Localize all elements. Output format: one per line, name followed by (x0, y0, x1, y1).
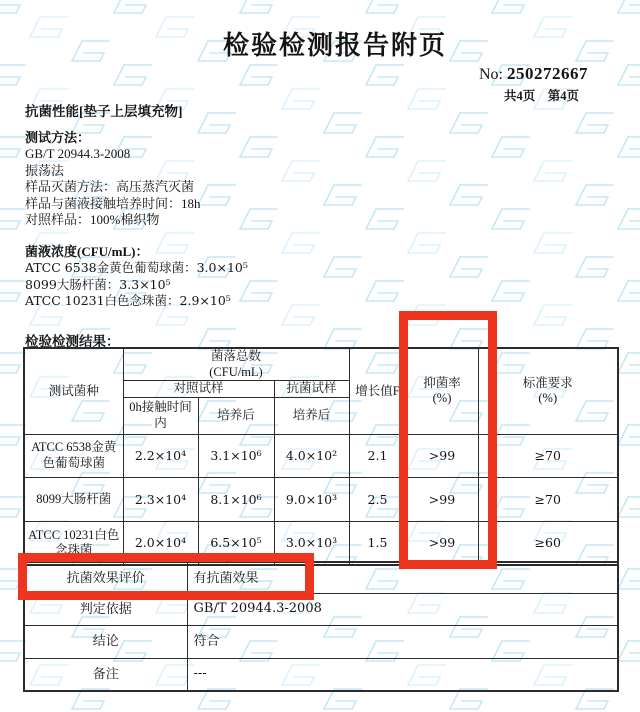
cell-inhibition: >99 (406, 477, 478, 521)
test-method-line: GB/T 20944.3-2008 (25, 146, 131, 162)
cell-species: ATCC 10231白色念珠菌 (24, 521, 123, 565)
page-count: 共4页 第4页 (504, 89, 580, 103)
table-row (24, 658, 618, 691)
table-row (24, 593, 618, 625)
cell-standard: ≥60 (478, 521, 618, 565)
col-header-after-incubation-anti: 培养后 (274, 397, 349, 434)
col-header-species: 测试菌种 (24, 348, 123, 434)
table-row (24, 434, 618, 477)
conclusion-table (23, 561, 619, 692)
cell-growth: 2.5 (349, 477, 406, 521)
col-header-control-sample: 对照试样 (123, 381, 274, 398)
cell-anti-after: 9.0×10³ (274, 477, 349, 521)
col-header-0h-contact: 0h接触时间内 (123, 397, 198, 434)
label-conclusion: 结论 (24, 625, 187, 658)
value-remarks: --- (187, 658, 618, 691)
value-conclusion: 符合 (187, 625, 618, 658)
test-method-heading: 测试方法： (25, 130, 91, 145)
cell-anti-after: 4.0×10² (274, 434, 349, 477)
report-number-value: 250272667 (507, 64, 588, 83)
col-header-colony-total: 菌落总数 (CFU/mL) (123, 348, 349, 381)
concentration-line: ATCC 6538金黄色葡萄球菌：3.0×10⁵ (25, 260, 248, 276)
cell-standard: ≥70 (478, 434, 618, 477)
test-method-section (25, 130, 201, 228)
cell-species: ATCC 6538金黄色葡萄球菌 (24, 434, 123, 477)
value-antibacterial-evaluation: 有抗菌效果 (187, 562, 618, 593)
cell-control-after: 3.1×10⁶ (198, 434, 274, 477)
label-remarks: 备注 (24, 658, 187, 691)
test-method-line: 样品与菌液接触培养时间：18h (25, 195, 201, 211)
cell-inhibition: >99 (406, 521, 478, 565)
results-heading: 检验检测结果： (25, 334, 120, 349)
table-row (24, 521, 618, 565)
cell-control-0h: 2.2×10⁴ (123, 434, 198, 477)
cell-growth: 1.5 (349, 521, 406, 565)
concentration-section (25, 244, 248, 310)
cell-anti-after: 3.0×10³ (274, 521, 349, 565)
label-judgement-basis: 判定依据 (24, 593, 187, 625)
cell-control-0h: 2.3×10⁴ (123, 477, 198, 521)
concentration-heading: 菌液浓度(CFU/mL)： (25, 244, 149, 259)
cell-control-after: 6.5×10⁵ (198, 521, 274, 565)
cell-standard: ≥70 (478, 477, 618, 521)
results-table (23, 347, 619, 566)
report-number (479, 64, 588, 84)
table-row (24, 477, 618, 521)
report-subtitle: 抗菌性能[垫子上层填充物] (25, 104, 183, 119)
cell-control-0h: 2.0×10⁴ (123, 521, 198, 565)
test-method-line: 对照样品：100%棉织物 (25, 212, 160, 228)
col-header-standard-requirement: 标准要求 (%) (478, 348, 618, 434)
cell-control-after: 8.1×10⁶ (198, 477, 274, 521)
value-judgement-basis: GB/T 20944.3-2008 (187, 593, 618, 625)
test-method-line: 样品灭菌方法：高压蒸汽灭菌 (25, 179, 195, 195)
report-number-label: No: (479, 66, 503, 83)
col-header-growth-value: 增长值F (349, 348, 406, 434)
table-row (24, 562, 618, 593)
page-title: 检验检测报告附页 (222, 31, 447, 60)
col-header-inhibition-rate: 抑菌率 (%) (406, 348, 478, 434)
cell-species: 8099大肠杆菌 (24, 477, 123, 521)
cell-growth: 2.1 (349, 434, 406, 477)
col-header-after-incubation-control: 培养后 (198, 397, 274, 434)
col-header-antibacterial-sample: 抗菌试样 (274, 381, 349, 398)
cell-inhibition: >99 (406, 434, 478, 477)
test-method-line: 振荡法 (25, 162, 65, 178)
concentration-line: 8099大肠杆菌：3.3×10⁵ (25, 276, 171, 292)
label-antibacterial-evaluation: 抗菌效果评价 (24, 562, 187, 593)
concentration-line: ATCC 10231白色念珠菌：2.9×10⁵ (25, 293, 231, 309)
table-row (24, 625, 618, 658)
